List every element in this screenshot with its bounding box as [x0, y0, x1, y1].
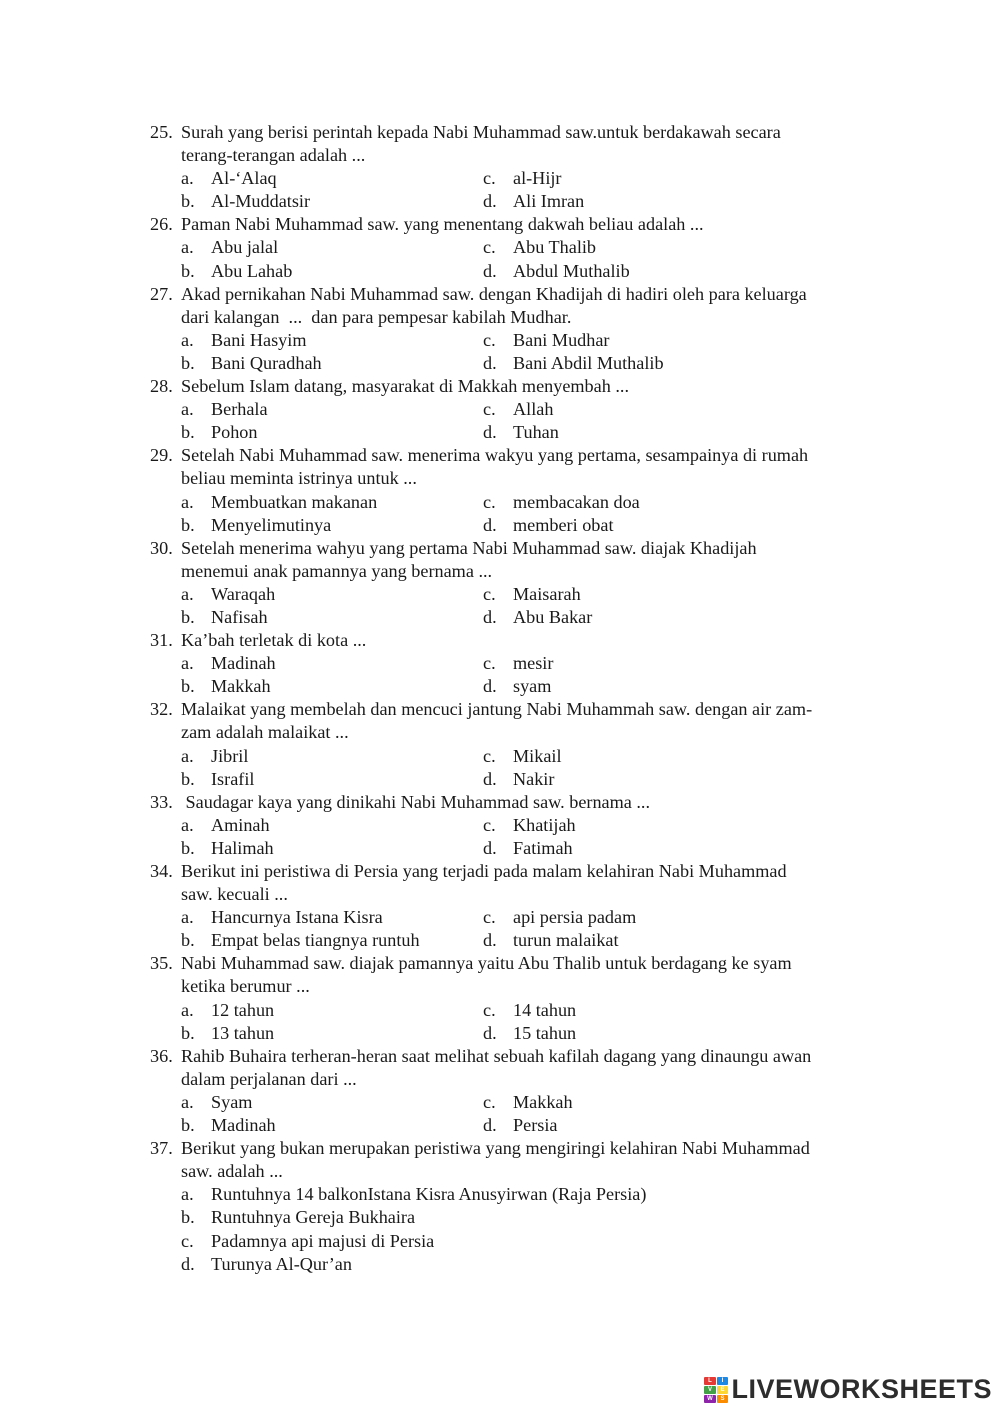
answer-option: [483, 652, 785, 675]
option-letter: c.: [483, 653, 496, 674]
question-item: [150, 1137, 910, 1276]
answer-option: [181, 167, 483, 190]
option-letter: a.: [181, 999, 194, 1020]
question-text: dari kalangan ... dan para pempesar kabilah Mudhar.: [181, 306, 572, 327]
options-row: [150, 814, 910, 837]
option-letter: c.: [483, 329, 496, 350]
answer-option: [483, 1091, 785, 1114]
option-text: Runtuhnya 14 balkonIstana Kisra Anusyirwan (Raja Persia): [211, 1184, 647, 1205]
options-row: [150, 329, 910, 352]
option-letter: a.: [181, 583, 194, 604]
answer-option: [150, 1183, 910, 1206]
answer-option: [483, 583, 785, 606]
question-number: 37.: [150, 1138, 173, 1159]
question-first-line: [150, 213, 910, 236]
answer-option: [181, 1091, 483, 1114]
options-row: [150, 260, 910, 283]
option-text: Syam: [211, 1091, 253, 1112]
answer-option: [483, 1022, 785, 1045]
question-first-line: [150, 860, 910, 883]
option-text: Maisarah: [513, 583, 581, 604]
question-first-line: [150, 375, 910, 398]
option-letter: d.: [483, 260, 497, 281]
liveworksheets-logo-icon: [704, 1377, 728, 1403]
answer-option: [150, 1230, 910, 1253]
question-item: [150, 444, 910, 536]
question-text: zam adalah malaikat ...: [181, 722, 349, 743]
logo-mark-tile: S: [717, 1395, 729, 1403]
option-text: Nakir: [513, 768, 555, 789]
question-item: [150, 698, 910, 790]
option-text: Abu Bakar: [513, 606, 593, 627]
answer-option: [483, 606, 785, 629]
question-number: 31.: [150, 630, 173, 651]
answer-option: [150, 1206, 910, 1229]
option-text: Nafisah: [211, 606, 268, 627]
option-letter: b.: [181, 422, 195, 443]
option-letter: d.: [483, 422, 497, 443]
options-row: [150, 745, 910, 768]
option-text: Berhala: [211, 399, 268, 420]
option-letter: b.: [181, 768, 195, 789]
option-text: Mikail: [513, 745, 562, 766]
answer-option: [181, 814, 483, 837]
option-letter: a.: [181, 491, 194, 512]
option-letter: c.: [483, 907, 496, 928]
option-text: Abdul Muthalib: [513, 260, 630, 281]
question-text: beliau meminta istrinya untuk ...: [181, 468, 417, 489]
answer-option: [483, 675, 785, 698]
answer-option: [483, 999, 785, 1022]
options-row: [150, 652, 910, 675]
option-text: Abu Lahab: [211, 260, 293, 281]
answer-option: [483, 421, 785, 444]
option-letter: b.: [181, 676, 195, 697]
question-item: [150, 860, 910, 952]
question-number: 36.: [150, 1045, 173, 1066]
options-row: [150, 421, 910, 444]
answer-option: [483, 768, 785, 791]
options-row: [150, 167, 910, 190]
answer-option: [181, 260, 483, 283]
option-letter: b.: [181, 837, 195, 858]
option-letter: a.: [181, 329, 194, 350]
option-letter: a.: [181, 1184, 194, 1205]
option-letter: b.: [181, 260, 195, 281]
question-first-line: [150, 1137, 910, 1160]
question-item: [150, 121, 910, 213]
answer-option: [483, 260, 785, 283]
options-row: [150, 675, 910, 698]
answer-option: [150, 1253, 910, 1276]
question-continuation-line: [150, 975, 910, 998]
answer-option: [483, 814, 785, 837]
option-text: Aminah: [211, 814, 270, 835]
answer-option: [181, 745, 483, 768]
question-text: Ka’bah terletak di kota ...: [181, 630, 367, 651]
option-letter: c.: [483, 237, 496, 258]
answer-option: [181, 352, 483, 375]
option-letter: d.: [483, 837, 497, 858]
option-letter: b.: [181, 191, 195, 212]
option-text: Jibril: [211, 745, 249, 766]
logo-text: LIVEWORKSHEETS: [731, 1374, 992, 1404]
option-text: Bani Quradhah: [211, 352, 322, 373]
logo-mark-tile: E: [717, 1386, 729, 1394]
option-text: Israfil: [211, 768, 255, 789]
options-row: [150, 491, 910, 514]
question-text: Nabi Muhammad saw. diajak pamannya yaitu Abu Thalib untuk berdagang ke syam: [181, 953, 792, 974]
options-row: [150, 398, 910, 421]
option-letter: c.: [483, 999, 496, 1020]
worksheet-questions: [150, 121, 910, 1276]
options-row: [150, 236, 910, 259]
question-continuation-line: [150, 883, 910, 906]
logo-mark-tile: V: [704, 1386, 716, 1394]
answer-option: [483, 1114, 785, 1137]
question-item: [150, 213, 910, 282]
logo-mark-tile: L: [704, 1377, 716, 1385]
options-row: [150, 1022, 910, 1045]
question-text: dalam perjalanan dari ...: [181, 1068, 357, 1089]
answer-option: [181, 583, 483, 606]
answer-option: [181, 837, 483, 860]
option-text: Bani Abdil Muthalib: [513, 352, 664, 373]
answer-option: [483, 745, 785, 768]
option-text: 15 tahun: [513, 1022, 577, 1043]
answer-option: [483, 929, 785, 952]
option-letter: a.: [181, 1091, 194, 1112]
option-letter: c.: [483, 168, 496, 189]
option-text: Bani Hasyim: [211, 329, 307, 350]
question-number: 32.: [150, 699, 173, 720]
question-item: [150, 791, 910, 860]
question-text: saw. kecuali ...: [181, 884, 288, 905]
option-text: Pohon: [211, 422, 258, 443]
option-text: Membuatkan makanan: [211, 491, 378, 512]
option-letter: c.: [483, 745, 496, 766]
question-number: 27.: [150, 283, 173, 304]
answer-option: [483, 906, 785, 929]
option-letter: c.: [483, 491, 496, 512]
option-letter: b.: [181, 930, 195, 951]
answer-option: [483, 329, 785, 352]
option-text: 13 tahun: [211, 1022, 275, 1043]
question-number: 29.: [150, 445, 173, 466]
question-text: menemui anak pamannya yang bernama ...: [181, 560, 493, 581]
option-text: Turunya Al-Qur’an: [211, 1253, 352, 1274]
question-text: Saudagar kaya yang dinikahi Nabi Muhammad saw. bernama ...: [181, 791, 651, 812]
question-first-line: [150, 791, 910, 814]
question-item: [150, 537, 910, 629]
option-letter: c.: [483, 399, 496, 420]
options-row: [150, 768, 910, 791]
question-text: ketika berumur ...: [181, 976, 310, 997]
question-item: [150, 952, 910, 1044]
option-text: Madinah: [211, 653, 276, 674]
answer-option: [181, 1114, 483, 1137]
option-letter: b.: [181, 352, 195, 373]
options-row: [150, 999, 910, 1022]
question-number: 30.: [150, 537, 173, 558]
option-letter: d.: [483, 930, 497, 951]
answer-option: [483, 167, 785, 190]
question-number: 34.: [150, 861, 173, 881]
question-number: 35.: [150, 953, 173, 974]
answer-option: [483, 837, 785, 860]
question-item: [150, 629, 910, 698]
question-number: 26.: [150, 214, 173, 235]
question-continuation-line: [150, 306, 910, 329]
option-text: Tuhan: [513, 422, 559, 443]
question-continuation-line: [150, 467, 910, 490]
option-text: Waraqah: [211, 583, 276, 604]
option-text: Bani Mudhar: [513, 329, 610, 350]
option-text: Abu jalal: [211, 237, 279, 258]
option-text: Hancurnya Istana Kisra: [211, 907, 383, 928]
option-letter: a.: [181, 399, 194, 420]
option-letter: c.: [483, 1091, 496, 1112]
option-letter: c.: [181, 1230, 194, 1251]
answer-option: [181, 398, 483, 421]
option-letter: d.: [483, 768, 497, 789]
option-letter: a.: [181, 653, 194, 674]
logo-mark-tile: W: [704, 1395, 716, 1403]
question-continuation-line: [150, 721, 910, 744]
option-text: Abu Thalib: [513, 237, 597, 258]
question-number: 33.: [150, 791, 173, 812]
question-text: Setelah menerima wahyu yang pertama Nabi Muhammad saw. diajak Khadijah: [181, 537, 757, 558]
logo-mark-tile: I: [717, 1377, 729, 1385]
options-row: [150, 190, 910, 213]
question-item: [150, 283, 910, 375]
option-letter: d.: [483, 606, 497, 627]
option-text: 12 tahun: [211, 999, 275, 1020]
question-text: Berikut yang bukan merupakan peristiwa yang mengiringi kelahiran Nabi Muhammad: [181, 1138, 810, 1159]
option-text: Madinah: [211, 1115, 276, 1136]
option-text: membacakan doa: [513, 491, 640, 512]
liveworksheets-logo: [704, 1374, 992, 1405]
question-first-line: [150, 952, 910, 975]
option-letter: b.: [181, 514, 195, 535]
option-text: Ali Imran: [513, 191, 585, 212]
option-text: Persia: [513, 1115, 558, 1136]
question-first-line: [150, 444, 910, 467]
question-item: [150, 375, 910, 444]
answer-option: [181, 606, 483, 629]
option-letter: b.: [181, 1022, 195, 1043]
answer-option: [181, 1022, 483, 1045]
options-row: [150, 906, 910, 929]
option-letter: d.: [483, 352, 497, 373]
option-text: al-Hijr: [513, 168, 562, 189]
options-row: [150, 352, 910, 375]
options-row: [150, 514, 910, 537]
answer-option: [181, 421, 483, 444]
answer-option: [181, 675, 483, 698]
option-text: Menyelimutinya: [211, 514, 332, 535]
options-row: [150, 1114, 910, 1137]
question-text: Akad pernikahan Nabi Muhammad saw. dengan Khadijah di hadiri oleh para keluarga: [181, 283, 807, 304]
question-text: Surah yang berisi perintah kepada Nabi Muhammad saw.untuk berdakawah secara: [181, 122, 781, 142]
answer-option: [483, 514, 785, 537]
option-letter: d.: [483, 191, 497, 212]
answer-option: [483, 398, 785, 421]
question-continuation-line: [150, 144, 910, 167]
question-text: Rahib Buhaira terheran-heran saat melihat sebuah kafilah dagang yang dinaungu awan: [181, 1045, 812, 1066]
question-item: [150, 1045, 910, 1137]
option-text: 14 tahun: [513, 999, 577, 1020]
option-text: Makkah: [211, 676, 271, 697]
answer-option: [483, 190, 785, 213]
option-text: turun malaikat: [513, 930, 619, 951]
answer-option: [483, 491, 785, 514]
option-letter: a.: [181, 237, 194, 258]
answer-option: [181, 906, 483, 929]
question-first-line: [150, 121, 910, 144]
answer-option: [181, 929, 483, 952]
option-text: Makkah: [513, 1091, 573, 1112]
option-letter: c.: [483, 814, 496, 835]
question-text: Paman Nabi Muhammad saw. yang menentang dakwah beliau adalah ...: [181, 214, 704, 235]
answer-option: [483, 352, 785, 375]
options-row: [150, 1091, 910, 1114]
option-letter: b.: [181, 1115, 195, 1136]
answer-option: [181, 652, 483, 675]
option-text: Khatijah: [513, 814, 576, 835]
option-letter: d.: [181, 1253, 195, 1274]
answer-option: [181, 190, 483, 213]
options-row: [150, 583, 910, 606]
option-text: syam: [513, 676, 552, 697]
option-letter: b.: [181, 1207, 195, 1228]
question-text: Setelah Nabi Muhammad saw. menerima wakyu yang pertama, sesampainya di rumah: [181, 445, 809, 466]
question-text: Berikut ini peristiwa di Persia yang terjadi pada malam kelahiran Nabi Muhammad: [181, 861, 787, 881]
option-letter: a.: [181, 814, 194, 835]
option-letter: a.: [181, 168, 194, 189]
answer-option: [181, 491, 483, 514]
option-letter: d.: [483, 1115, 497, 1136]
answer-option: [483, 236, 785, 259]
question-number: 28.: [150, 376, 173, 397]
option-letter: d.: [483, 1022, 497, 1043]
question-first-line: [150, 283, 910, 306]
answer-option: [181, 999, 483, 1022]
question-text: terang-terangan adalah ...: [181, 145, 366, 166]
answer-option: [181, 514, 483, 537]
option-text: Al-‘Alaq: [211, 168, 277, 189]
question-first-line: [150, 698, 910, 721]
question-text: Sebelum Islam datang, masyarakat di Makkah menyembah ...: [181, 376, 629, 397]
question-text: Malaikat yang membelah dan mencuci jantung Nabi Muhammah saw. dengan air zam-: [181, 699, 813, 720]
option-letter: d.: [483, 514, 497, 535]
option-text: memberi obat: [513, 514, 614, 535]
option-text: Al-Muddatsir: [211, 191, 311, 212]
answer-option: [181, 236, 483, 259]
option-text: api persia padam: [513, 907, 637, 928]
option-letter: b.: [181, 606, 195, 627]
question-first-line: [150, 537, 910, 560]
option-text: Allah: [513, 399, 554, 420]
question-first-line: [150, 629, 910, 652]
question-continuation-line: [150, 1068, 910, 1091]
option-text: Empat belas tiangnya runtuh: [211, 930, 420, 951]
option-text: Padamnya api majusi di Persia: [211, 1230, 435, 1251]
question-continuation-line: [150, 560, 910, 583]
option-text: Halimah: [211, 837, 274, 858]
option-text: mesir: [513, 653, 554, 674]
question-number: 25.: [150, 122, 173, 142]
option-text: Runtuhnya Gereja Bukhaira: [211, 1207, 416, 1228]
option-letter: a.: [181, 745, 194, 766]
options-row: [150, 929, 910, 952]
answer-option: [181, 329, 483, 352]
option-letter: d.: [483, 676, 497, 697]
options-row: [150, 606, 910, 629]
question-text: saw. adalah ...: [181, 1161, 283, 1182]
option-text: Fatimah: [513, 837, 573, 858]
option-letter: c.: [483, 583, 496, 604]
question-continuation-line: [150, 1160, 910, 1183]
question-first-line: [150, 1045, 910, 1068]
answer-option: [181, 768, 483, 791]
option-letter: a.: [181, 907, 194, 928]
options-row: [150, 837, 910, 860]
